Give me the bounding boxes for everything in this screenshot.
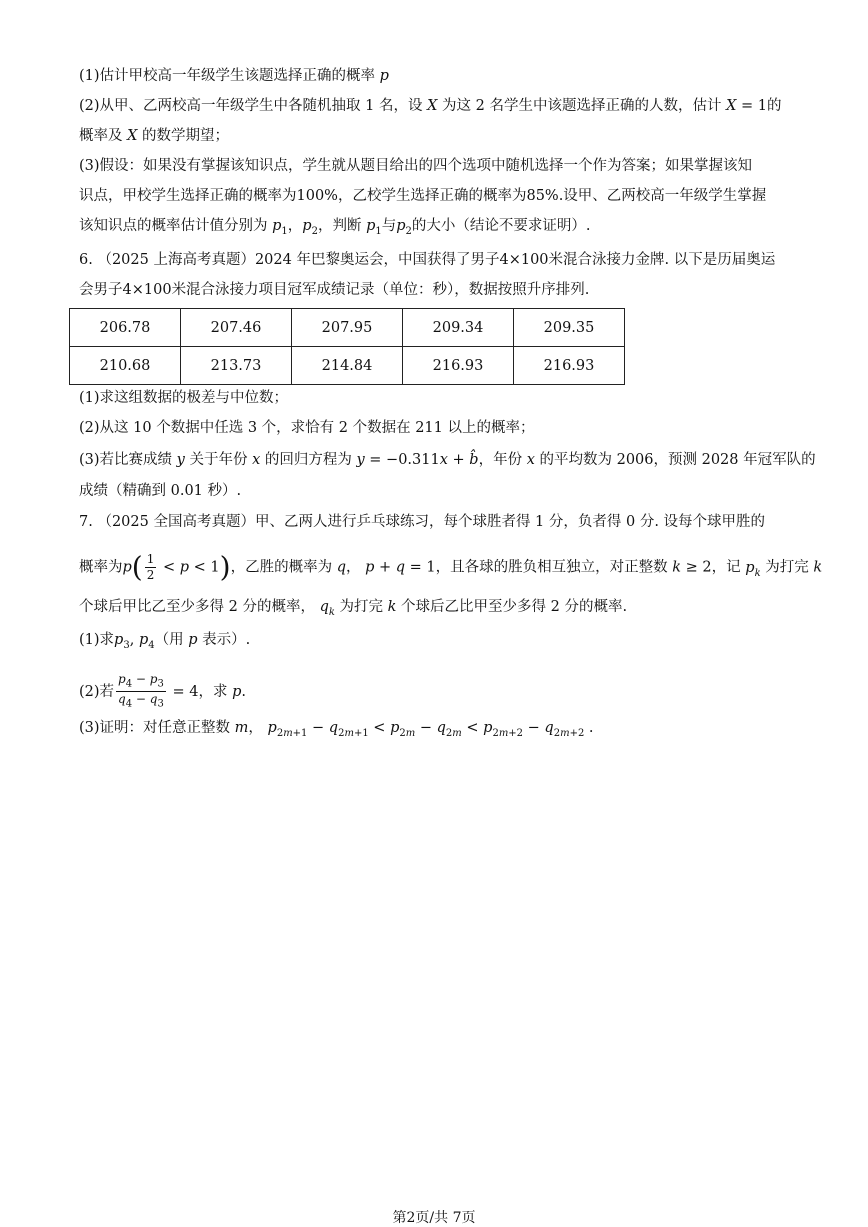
table-cell: 209.34 (403, 309, 514, 347)
fraction-ratio: $\frac{p_4 - p_3}{q_4 - q_3}$ (118, 672, 164, 710)
table-cell: 213.73 (181, 347, 292, 385)
table-cell: 207.46 (181, 309, 292, 347)
p7-q3: (3)证明：对任意正整数 m， $p_{2m+1} - q_{2m+1} < p_{2m} - q_{2m} < p_{2m+2} - q_{2m+2}$ . (79, 720, 594, 739)
table-cell: 214.84 (292, 347, 403, 385)
table-row (70, 347, 625, 385)
p6-heading-line1: 6. （2025 上海高考真题）2024 年巴黎奥运会，中国获得了男子4×100米混合泳接力金牌. 以下是历届奥运 (79, 252, 776, 268)
fraction-half: $\frac{1}{2}$ (146, 552, 155, 582)
p5-q3-line1: (3)假设：如果没有掌握该知识点，学生就从题目给出的四个选项中随机选择一个作为答案；如果掌握该知 (79, 158, 753, 174)
p7-q2: (2)若 $\frac{p_4 - p_3}{q_4 - q_3}$ = 4，求 p. (79, 672, 246, 710)
p6-heading-line2: 会男子4×100米混合泳接力项目冠军成绩记录（单位：秒），数据按照升序排列. (79, 282, 590, 298)
table-cell: 216.93 (403, 347, 514, 385)
p5-q3-line2: 识点，甲校学生选择正确的概率为100%，乙校学生选择正确的概率为85%.设甲、乙两校高一年级学生掌握 (79, 188, 767, 204)
p5-q1: (1)估计甲校高一年级学生该题选择正确的概率 p (79, 68, 389, 84)
table-cell: 210.68 (70, 347, 181, 385)
p6-q2: (2)从这 10 个数据中任选 3 个，求恰有 2 个数据在 211 以上的概率； (79, 420, 535, 436)
p5-q2-line1: (2)从甲、乙两校高一年级学生中各随机抽取 1 名，设 X 为这 2 名学生中该题选择正确的人数，估计 X = 1的 (79, 98, 782, 114)
p5-q3-line3: 该知识点的概率估计值分别为 $p_1$，$p_2$，判断 $p_1$与$p_2$的大小（结论不要求证明）. (79, 218, 591, 237)
results-table (69, 308, 625, 385)
p7-q1: (1)求$p_3$, $p_4$（用 p 表示）. (79, 632, 251, 651)
p7-line3: 个球后甲比乙至少多得 2 分的概率， $q_k$ 为打完 k 个球后乙比甲至少多得 2 分的概率. (79, 599, 628, 618)
p6-q3-line2: 成绩（精确到 0.01 秒）. (79, 483, 242, 499)
p6-q3-line1: (3)若比赛成绩 y 关于年份 x 的回归方程为 y = −0.311x + b̂，年份 x 的平均数为 2006，预测 2028 年冠军队的 (79, 452, 816, 468)
p7-heading: 7. （2025 全国高考真题）甲、乙两人进行乒乓球练习，每个球胜者得 1 分，负者得 0 分. 设每个球甲胜的 (79, 514, 766, 530)
p6-q1: (1)求这组数据的极差与中位数； (79, 390, 289, 406)
p5-q2-line2: 概率及 X 的数学期望； (79, 128, 230, 144)
table-cell: 216.93 (514, 347, 625, 385)
table-cell: 207.95 (292, 309, 403, 347)
table-cell: 206.78 (70, 309, 181, 347)
table-row (70, 309, 625, 347)
p7-line2: 概率为p( $\frac{1}{2}$ < p < 1)，乙胜的概率为 q， p + q = 1，且各球的胜负相互独立，对正整数 k ≥ 2，记 $p_k$ 为打完 k (79, 550, 823, 584)
table-cell: 209.35 (514, 309, 625, 347)
page-footer: 第2页/共 7页 (392, 1210, 476, 1226)
